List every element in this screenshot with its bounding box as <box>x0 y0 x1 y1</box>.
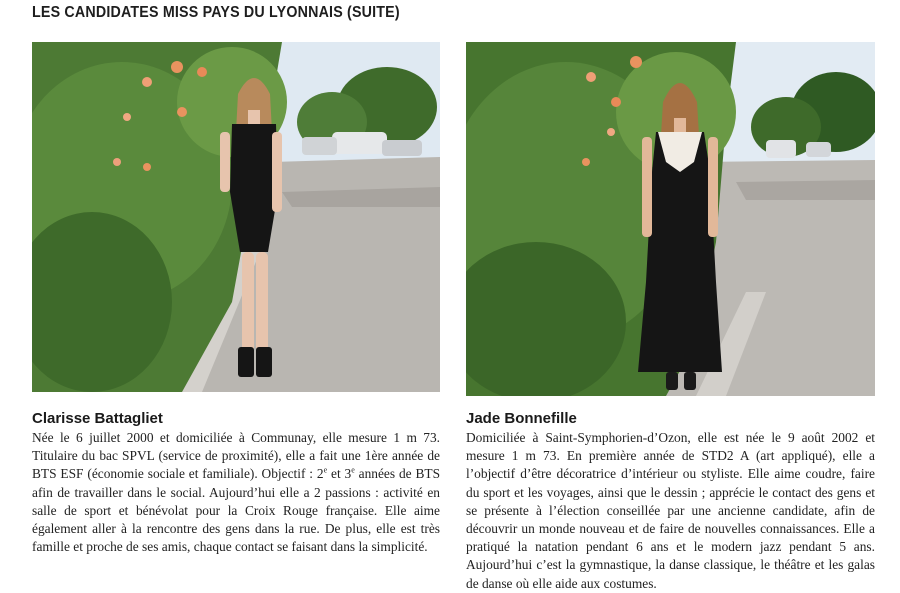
candidate-card-jade <box>466 42 875 593</box>
candidate-photo-jade <box>466 42 875 396</box>
candidate-card-clarisse <box>32 42 440 556</box>
candidate-photo-clarisse <box>32 42 440 392</box>
photo-illustration <box>32 42 440 392</box>
page-title: LES CANDIDATES MISS PAYS DU LYONNAIS (SUITE) <box>32 4 400 21</box>
candidate-name: Clarisse Battagliet <box>32 410 163 427</box>
candidate-name: Jade Bonnefille <box>466 410 577 427</box>
photo-illustration <box>466 42 875 396</box>
candidate-bio: Domiciliée à Saint-Symphorien-d’Ozon, elle est née le 9 août 2002 et mesure 1 m 73. En première année de STD2 A (art appliqué), elle a l’objectif d’être décoratrice d’intérieur ou styliste. Elle aime coudre, faire du sport et les voyages, ainsi que le dessin ; apprécie le contact des gens et se présente à l’élection conseillée par une ancienne candidate, afin de découvrir un monde nouveau et de faire de nouvelles connaissances. Elle a pratiqué la natation pendant 6 ans et le modern jazz pendant 5 ans. Aujourd’hui c’est la gymnastique, la danse classique, le théâtre et les galas de danse où elle aide aux costumes. <box>466 430 875 591</box>
candidate-bio: Née le 6 juillet 2000 et domiciliée à Communay, elle mesure 1 m 73. Titulaire du bac SPVL (service de proximité), elle a fait une 1ère année de BTS ESF (économie sociale et familiale). Objectif : 2e et 3e années de BTS afin de travailler dans le social. Aujourd’hui elle a 2 passions : activité en salle de sport et bénévolat pour la Croix Rouge française. Elle aime également aller à la rencontre des gens dans la rue. De plus, elle est très famille et proche de ses amis, chaque contact se faisant dans la simplicité. <box>32 430 441 555</box>
